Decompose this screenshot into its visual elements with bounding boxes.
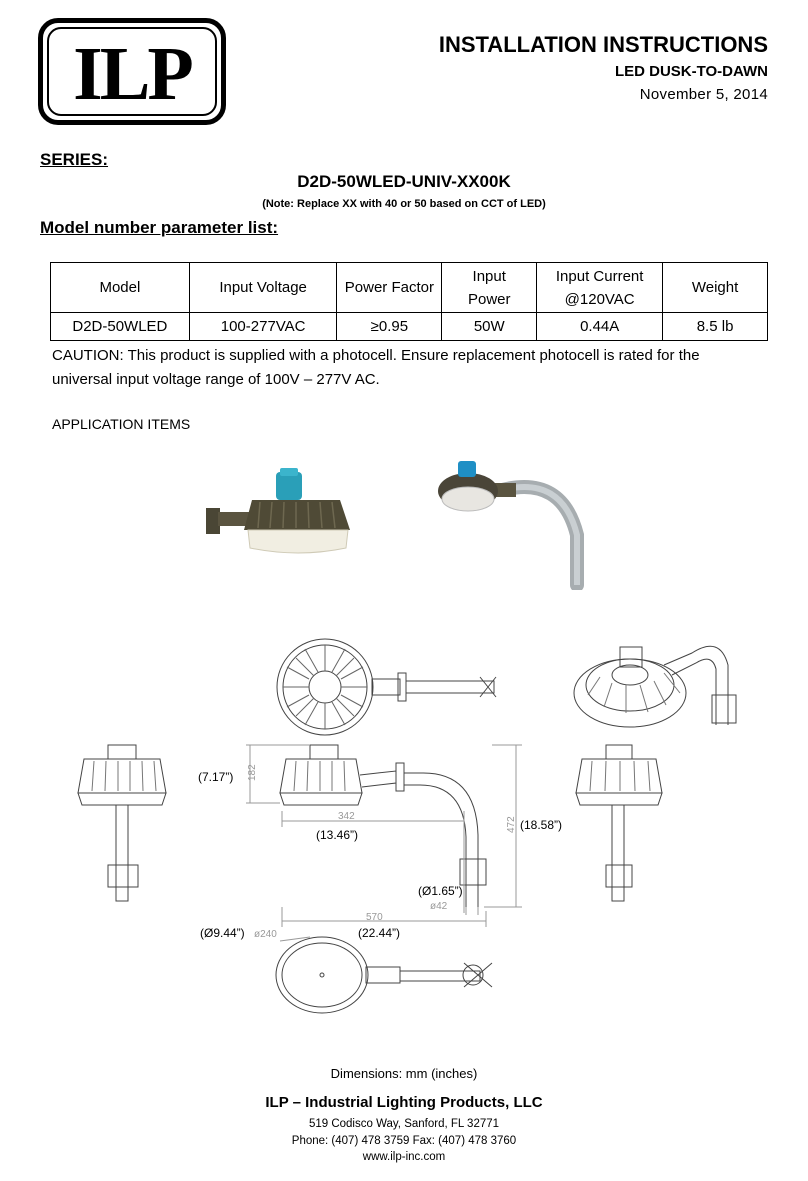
- params-heading: Model number parameter list:: [40, 218, 279, 237]
- company-website[interactable]: www.ilp-inc.com: [362, 1151, 446, 1163]
- dim-total-height-mm: 472: [506, 816, 517, 833]
- series-heading: SERIES:: [40, 150, 109, 169]
- company-name: ILP – Industrial Lighting Products, LLC: [265, 1094, 543, 1111]
- dim-height-mm: 182: [247, 764, 258, 781]
- caution-text: CAUTION: This product is supplied with a photocell. Ensure replacement photocell is rated for the universal input voltage range of 100V – 277V AC.: [52, 347, 700, 388]
- dim-depth-mm: 342: [338, 811, 355, 822]
- document-date: November 5, 2014: [639, 86, 768, 103]
- wall-plate: [206, 508, 220, 534]
- product-photo-arm-mount: [432, 455, 612, 590]
- series-note: (Note: Replace XX with 40 or 50 based on CCT of LED): [262, 198, 546, 210]
- table-row: [51, 313, 768, 341]
- document-title: INSTALLATION INSTRUCTIONS: [438, 32, 768, 57]
- dimensions-note: Dimensions: mm (inches): [330, 1066, 478, 1081]
- dim-diameter-in: (Ø9.44”): [200, 926, 245, 940]
- header-input-power-text: Input Power: [467, 267, 511, 308]
- dim-pipe-mm: ø42: [430, 901, 448, 912]
- header-power-factor: Power Factor: [337, 263, 442, 313]
- company-phone: Phone: (407) 478 3759 Fax: (407) 478 3760: [291, 1134, 517, 1147]
- cell-input-power: 50W: [442, 313, 537, 341]
- params-table: [50, 262, 768, 341]
- dim-height-in: (7.17”): [198, 770, 234, 784]
- series-code: D2D-50WLED-UNIV-XX00K: [297, 172, 511, 191]
- company-contact: [0, 1116, 808, 1166]
- header-input-power: [442, 263, 537, 313]
- header-input-voltage: Input Voltage: [189, 263, 337, 313]
- company-address: 519 Codisco Way, Sanford, FL 32771: [308, 1118, 500, 1130]
- header-input-current: [537, 263, 663, 313]
- application-items-heading: APPLICATION ITEMS: [52, 416, 191, 432]
- dim-total-height-in: (18.58”): [520, 818, 563, 832]
- cell-input-current: 0.44A: [537, 313, 663, 341]
- left-side-view: [78, 745, 166, 901]
- cell-input-voltage: 100-277VAC: [189, 313, 337, 341]
- dim-depth-in: (13.46”): [316, 828, 359, 842]
- dim-pipe-in: (Ø1.65”): [418, 884, 463, 898]
- dim-length-mm: 570: [366, 912, 383, 923]
- photocell-2: [458, 461, 476, 477]
- product-photo-wall-mount: [200, 460, 360, 560]
- header-input-current-text: Input Current @120VAC: [555, 267, 644, 308]
- cell-weight: 8.5 lb: [663, 313, 768, 341]
- perspective-view: [574, 646, 736, 727]
- cell-model: D2D-50WLED: [51, 313, 190, 341]
- header-weight: Weight: [663, 263, 768, 313]
- dim-length-in: (22.44”): [358, 926, 401, 940]
- logo-text: ILP: [73, 31, 191, 116]
- technical-drawing: [60, 615, 780, 1055]
- right-side-view: [576, 745, 662, 901]
- cell-power-factor: ≥0.95: [337, 313, 442, 341]
- top-view: [277, 639, 496, 735]
- company-logo: [38, 18, 226, 125]
- bottom-view: [276, 937, 492, 1013]
- table-header-row: [51, 263, 768, 313]
- dim-diameter-mm: ø240: [254, 929, 277, 940]
- document-subtitle: LED DUSK-TO-DAWN: [614, 63, 768, 80]
- mount-pipe: [502, 487, 577, 585]
- header-model: Model: [51, 263, 190, 313]
- front-elevation: [246, 745, 522, 927]
- fixture-lens-2: [442, 487, 494, 511]
- photocell: [276, 472, 302, 500]
- fixture-lens: [248, 530, 348, 553]
- logo-inner-frame: [47, 27, 217, 116]
